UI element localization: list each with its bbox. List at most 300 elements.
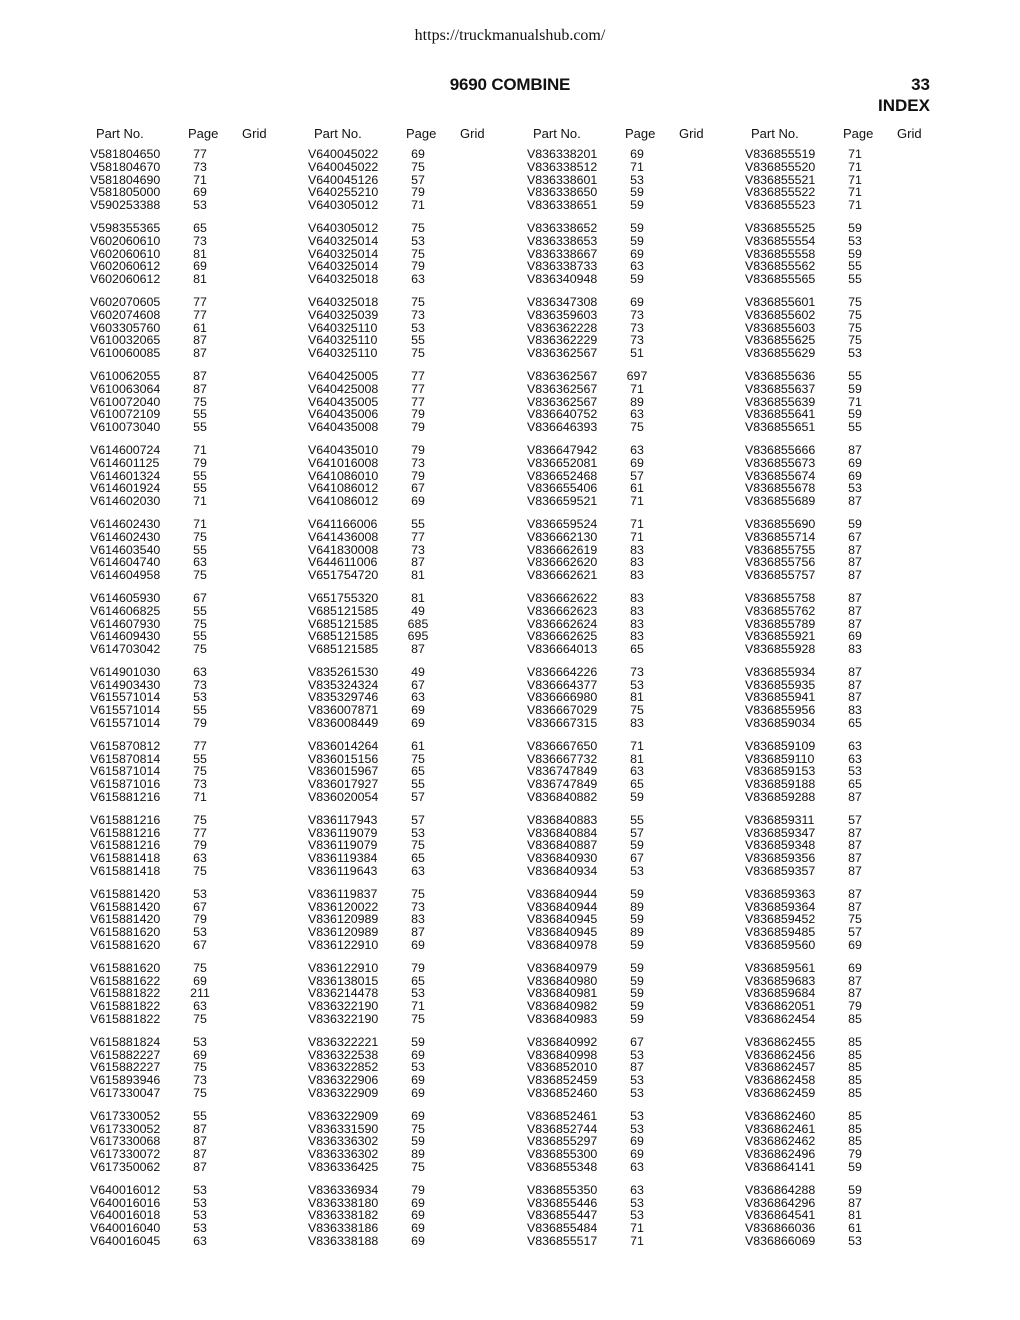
part-number: V836866036 [745, 1221, 816, 1236]
part-number: V836119837 [308, 886, 378, 901]
page-ref: 81 [411, 568, 425, 583]
entry-group [308, 666, 518, 730]
page-ref: 57 [411, 172, 425, 187]
page-ref: 65 [630, 642, 644, 657]
part-number: V641086010 [308, 468, 379, 483]
page-ref: 63 [630, 442, 644, 457]
part-number: V836214478 [308, 986, 379, 1001]
entry-group [745, 1184, 955, 1248]
part-number: V836020054 [308, 790, 379, 805]
part-number: V640325014 [308, 259, 379, 274]
page-ref: 81 [193, 246, 207, 261]
entry-group [527, 666, 737, 730]
part-number: V641830008 [308, 542, 379, 557]
part-number: V836855789 [745, 616, 816, 631]
part-number: V836855558 [745, 246, 816, 261]
entry-group [527, 740, 737, 804]
index-row [90, 1235, 300, 1248]
index-row [527, 592, 737, 605]
page-ref: 73 [193, 1073, 207, 1088]
entry-group [745, 666, 955, 730]
page-ref: 77 [193, 147, 207, 161]
part-number: V641436008 [308, 529, 379, 544]
part-number: V836855300 [527, 1147, 598, 1162]
index-row [90, 791, 300, 804]
part-number: V615871016 [90, 777, 161, 792]
index-row [90, 888, 300, 901]
part-number: V640045126 [308, 172, 379, 187]
index-row [308, 235, 518, 248]
index-row [527, 605, 737, 618]
index-row [745, 814, 955, 827]
page-ref: 67 [193, 899, 207, 914]
part-number: V836855601 [745, 294, 816, 309]
part-number: V836840979 [527, 960, 598, 975]
page-ref: 75 [411, 159, 425, 174]
column-header-row [90, 126, 300, 148]
part-number: V836855603 [745, 320, 816, 335]
part-number: V602070605 [90, 294, 161, 309]
part-number: V836664377 [527, 677, 598, 692]
index-row [308, 457, 518, 470]
index-row [308, 347, 518, 360]
index-row [90, 643, 300, 656]
page-ref: 67 [411, 677, 425, 692]
page-ref: 87 [848, 690, 862, 705]
part-number: V615881216 [90, 825, 161, 840]
part-number: V836855714 [745, 529, 816, 544]
entry-group [745, 296, 955, 360]
part-number: V581804650 [90, 147, 161, 161]
page-ref: 53 [630, 1208, 644, 1223]
index-row [745, 962, 955, 975]
page-ref: 49 [411, 664, 425, 679]
part-number: V836338186 [308, 1221, 379, 1236]
index-row [527, 1013, 737, 1026]
part-number: V836855523 [745, 198, 816, 213]
part-number: V640016018 [90, 1208, 161, 1223]
page-ref: 85 [848, 1060, 862, 1075]
part-number: V836747849 [527, 777, 598, 792]
page-ref: 53 [193, 690, 207, 705]
page-ref: 75 [848, 320, 862, 335]
part-number: V836662621 [527, 568, 598, 583]
part-number: V836855935 [745, 677, 816, 692]
index-row [90, 495, 300, 508]
page-ref: 87 [848, 986, 862, 1001]
part-number: V836659524 [527, 516, 598, 531]
page-ref: 85 [848, 1134, 862, 1149]
part-number: V836855941 [745, 690, 816, 705]
page-ref: 79 [848, 999, 862, 1014]
page-ref: 81 [848, 1208, 862, 1223]
index-row [527, 531, 737, 544]
page-ref: 75 [193, 1086, 207, 1100]
part-number: V614606825 [90, 603, 161, 618]
part-number: V836855674 [745, 468, 816, 483]
entry-group [527, 962, 737, 1026]
page-ref: 75 [411, 751, 425, 766]
part-number: V836338601 [527, 172, 598, 187]
entry-group [90, 888, 300, 952]
index-column-2 [308, 126, 518, 1258]
part-number: V685121585 [308, 629, 379, 644]
entry-group [745, 222, 955, 286]
part-number: V640325110 [308, 320, 378, 335]
page-ref: 75 [193, 812, 207, 827]
page-ref: 55 [193, 468, 207, 483]
index-row [745, 444, 955, 457]
part-number: V836347308 [527, 294, 598, 309]
page-ref: 65 [411, 764, 425, 779]
index-row [745, 161, 955, 174]
part-number: V836855520 [745, 159, 816, 174]
page-ref: 63 [193, 555, 207, 570]
index-row [527, 148, 737, 161]
page-ref: 59 [630, 1012, 644, 1027]
part-number: V836840944 [527, 899, 598, 914]
page-ref: 59 [848, 381, 862, 396]
part-number: V590253388 [90, 198, 161, 213]
part-number: V836855639 [745, 394, 816, 409]
page-ref: 69 [411, 1047, 425, 1062]
page-ref: 63 [193, 999, 207, 1014]
index-row [90, 309, 300, 322]
index-row [745, 717, 955, 730]
page-ref: 71 [630, 1221, 644, 1236]
index-row [90, 383, 300, 396]
page-ref: 79 [411, 185, 425, 200]
part-number: V640325110 [308, 333, 378, 348]
page-ref: 59 [630, 886, 644, 901]
index-row [90, 666, 300, 679]
part-number: V685121585 [308, 642, 379, 657]
index-row [527, 273, 737, 286]
part-number: V836664226 [527, 664, 598, 679]
part-number: V836859684 [745, 986, 816, 1001]
part-number: V836862496 [745, 1147, 816, 1162]
index-row [90, 1036, 300, 1049]
page-ref: 85 [848, 1108, 862, 1123]
index-row [308, 592, 518, 605]
page-ref: 59 [630, 233, 644, 248]
part-number: V602060610 [90, 233, 161, 248]
page-ref: 65 [411, 973, 425, 988]
page-ref: 81 [630, 751, 644, 766]
index-row [527, 495, 737, 508]
index-row [527, 865, 737, 878]
page-ref: 53 [630, 1073, 644, 1088]
index-row [308, 518, 518, 531]
page-ref: 69 [848, 938, 862, 953]
index-row [90, 457, 300, 470]
page-ref: 87 [848, 494, 862, 509]
index-row [308, 865, 518, 878]
part-number: V836855446 [527, 1195, 598, 1210]
part-number: V615881822 [90, 999, 161, 1014]
page-ref: 69 [193, 973, 207, 988]
part-number: V640016016 [90, 1195, 161, 1210]
index-row [527, 457, 737, 470]
part-number: V836322221 [308, 1034, 379, 1049]
page-ref: 69 [630, 455, 644, 470]
page-ref: 87 [848, 442, 862, 457]
index-row [308, 148, 518, 161]
index-row [527, 1110, 737, 1123]
entry-group [308, 518, 518, 582]
index-row [308, 444, 518, 457]
index-row [308, 791, 518, 804]
part-number: V640325018 [308, 294, 379, 309]
part-number: V614600724 [90, 442, 161, 457]
entry-group [90, 740, 300, 804]
part-number: V614601125 [90, 455, 160, 470]
part-number: V836840980 [527, 973, 598, 988]
page-ref: 75 [630, 703, 644, 718]
page-ref: 55 [193, 407, 207, 422]
part-number: V603305760 [90, 320, 161, 335]
page-ref: 83 [630, 542, 644, 557]
page-ref: 53 [630, 1086, 644, 1100]
part-number: V836336302 [308, 1134, 379, 1149]
part-number: V836338512 [527, 159, 598, 174]
index-row [90, 1013, 300, 1026]
column-header-part-no: Part No. [96, 126, 144, 141]
page-ref: 73 [630, 333, 644, 348]
part-number: V610072109 [90, 407, 161, 422]
index-row [90, 939, 300, 952]
page-ref: 75 [193, 960, 207, 975]
page-ref: 65 [411, 851, 425, 866]
part-number: V836362567 [527, 346, 598, 361]
part-number: V836859288 [745, 790, 816, 805]
index-row [745, 495, 955, 508]
page-ref: 63 [411, 690, 425, 705]
index-row [745, 939, 955, 952]
page-ref: 85 [848, 1073, 862, 1088]
page-ref: 75 [630, 420, 644, 435]
part-number: V836338180 [308, 1195, 379, 1210]
index-row [90, 1110, 300, 1123]
page-ref: 59 [630, 220, 644, 235]
page-ref: 81 [411, 590, 425, 605]
part-number: V836840992 [527, 1034, 598, 1049]
entry-group [527, 518, 737, 582]
page-ref: 73 [411, 455, 425, 470]
part-number: V836322190 [308, 999, 379, 1014]
page-ref: 75 [193, 864, 207, 879]
part-number: V836859347 [745, 825, 816, 840]
page-ref: 73 [193, 159, 207, 174]
page-ref: 71 [411, 999, 425, 1014]
page-ref: 59 [630, 960, 644, 975]
entry-group [90, 296, 300, 360]
part-number: V836666980 [527, 690, 598, 705]
page-ref: 71 [193, 790, 207, 805]
index-column-3 [527, 126, 737, 1258]
page-ref: 73 [193, 233, 207, 248]
index-row [308, 962, 518, 975]
part-number: V836336934 [308, 1182, 379, 1197]
index-row [527, 569, 737, 582]
part-number: V836852460 [527, 1086, 598, 1100]
part-number: V615870812 [90, 738, 161, 753]
index-row [308, 1235, 518, 1248]
page-ref: 71 [848, 185, 862, 200]
part-number: V836855629 [745, 346, 816, 361]
page-ref: 75 [411, 886, 425, 901]
index-row [308, 814, 518, 827]
page-ref: 79 [411, 259, 425, 274]
part-number: V640016040 [90, 1221, 161, 1236]
page-ref: 67 [411, 481, 425, 496]
page-ref: 59 [848, 1182, 862, 1197]
part-number: V615893946 [90, 1073, 161, 1088]
page-ref: 73 [630, 664, 644, 679]
page-ref: 87 [848, 555, 862, 570]
part-number: V836322909 [308, 1086, 379, 1100]
page-ref: 81 [630, 690, 644, 705]
part-number: V836122910 [308, 960, 379, 975]
entry-group [745, 148, 955, 212]
part-number: V610032065 [90, 333, 161, 348]
page-ref: 53 [630, 172, 644, 187]
index-row [745, 643, 955, 656]
page-ref: 79 [411, 960, 425, 975]
source-url[interactable]: https://truckmanualshub.com/ [414, 27, 606, 44]
entry-group [745, 740, 955, 804]
page-ref: 55 [411, 333, 425, 348]
entry-group [308, 592, 518, 656]
part-number: V836855525 [745, 220, 816, 235]
page-ref: 53 [630, 1108, 644, 1123]
part-number: V836859485 [745, 925, 816, 940]
part-number: V836840978 [527, 938, 598, 953]
index-column-1 [90, 126, 300, 1258]
page-ref: 75 [411, 294, 425, 309]
part-number: V836015156 [308, 751, 379, 766]
part-number: V836840944 [527, 886, 598, 901]
part-number: V615882227 [90, 1047, 161, 1062]
part-number: V581804690 [90, 172, 161, 187]
part-number: V836667315 [527, 716, 598, 731]
page-ref: 85 [848, 1086, 862, 1100]
part-number: V836852744 [527, 1121, 598, 1136]
part-number: V640435006 [308, 407, 379, 422]
page-ref: 83 [630, 555, 644, 570]
page-ref: 55 [193, 542, 207, 557]
part-number: V836840884 [527, 825, 598, 840]
part-number: V615881216 [90, 790, 161, 805]
index-row [527, 1036, 737, 1049]
column-header-part-no: Part No. [314, 126, 362, 141]
part-number: V640325039 [308, 307, 379, 322]
part-number: V836859561 [745, 960, 816, 975]
page-ref: 59 [848, 1159, 862, 1174]
part-number: V836120989 [308, 925, 379, 940]
index-row [90, 1161, 300, 1174]
page-ref: 67 [630, 851, 644, 866]
page-ref: 75 [411, 346, 425, 361]
index-row [90, 740, 300, 753]
index-row [90, 199, 300, 212]
column-header-row [527, 126, 737, 148]
page-ref: 67 [630, 1034, 644, 1049]
index-row [527, 814, 737, 827]
part-number: V615870814 [90, 751, 161, 766]
index-row [527, 791, 737, 804]
page-ref: 83 [848, 642, 862, 657]
page-ref: 75 [848, 307, 862, 322]
page-ref: 69 [411, 716, 425, 731]
part-number: V614609430 [90, 629, 161, 644]
entry-group [527, 1184, 737, 1248]
page-ref: 55 [193, 420, 207, 435]
part-number: V836862461 [745, 1121, 816, 1136]
part-number: V836119643 [308, 864, 378, 879]
index-row [745, 1110, 955, 1123]
page-number: 33 [911, 75, 930, 94]
page-ref: 69 [848, 629, 862, 644]
page-ref: 53 [848, 764, 862, 779]
page-ref: 57 [848, 812, 862, 827]
page-ref: 81 [193, 272, 207, 287]
page-ref: 57 [411, 812, 425, 827]
part-number: V640425008 [308, 381, 379, 396]
part-number: V836338733 [527, 259, 598, 274]
page-ref: 73 [193, 677, 207, 692]
part-number: V836864296 [745, 1195, 816, 1210]
page-ref: 51 [630, 346, 644, 361]
entry-group [308, 1110, 518, 1174]
page-ref: 87 [193, 346, 207, 361]
index-row [745, 569, 955, 582]
index-row [745, 370, 955, 383]
page-ref: 83 [630, 603, 644, 618]
page-ref: 87 [848, 886, 862, 901]
column-header-grid: Grid [460, 126, 485, 141]
page-ref: 87 [848, 603, 862, 618]
part-number: V836855689 [745, 494, 816, 509]
entry-group [527, 444, 737, 508]
entry-group [745, 370, 955, 434]
page-ref: 71 [193, 516, 207, 531]
page-ref: 55 [848, 420, 862, 435]
index-row [308, 1184, 518, 1197]
part-number: V614602430 [90, 529, 161, 544]
page-ref: 87 [848, 542, 862, 557]
page-ref: 63 [411, 864, 425, 879]
entry-group [745, 444, 955, 508]
part-number: V836322190 [308, 1012, 379, 1027]
index-row [90, 605, 300, 618]
part-number: V602060612 [90, 259, 161, 274]
part-number: V640016045 [90, 1233, 161, 1248]
page-ref: 87 [848, 590, 862, 605]
part-number: V602060612 [90, 272, 161, 287]
part-number: V836862456 [745, 1047, 816, 1062]
part-number: V836859153 [745, 764, 816, 779]
part-number: V836859363 [745, 886, 816, 901]
page-ref: 53 [193, 1034, 207, 1049]
part-number: V836855755 [745, 542, 816, 557]
page-ref: 87 [848, 899, 862, 914]
index-row [308, 1013, 518, 1026]
entry-group [745, 962, 955, 1026]
part-number: V610060085 [90, 346, 161, 361]
index-row [527, 1184, 737, 1197]
index-row [527, 296, 737, 309]
